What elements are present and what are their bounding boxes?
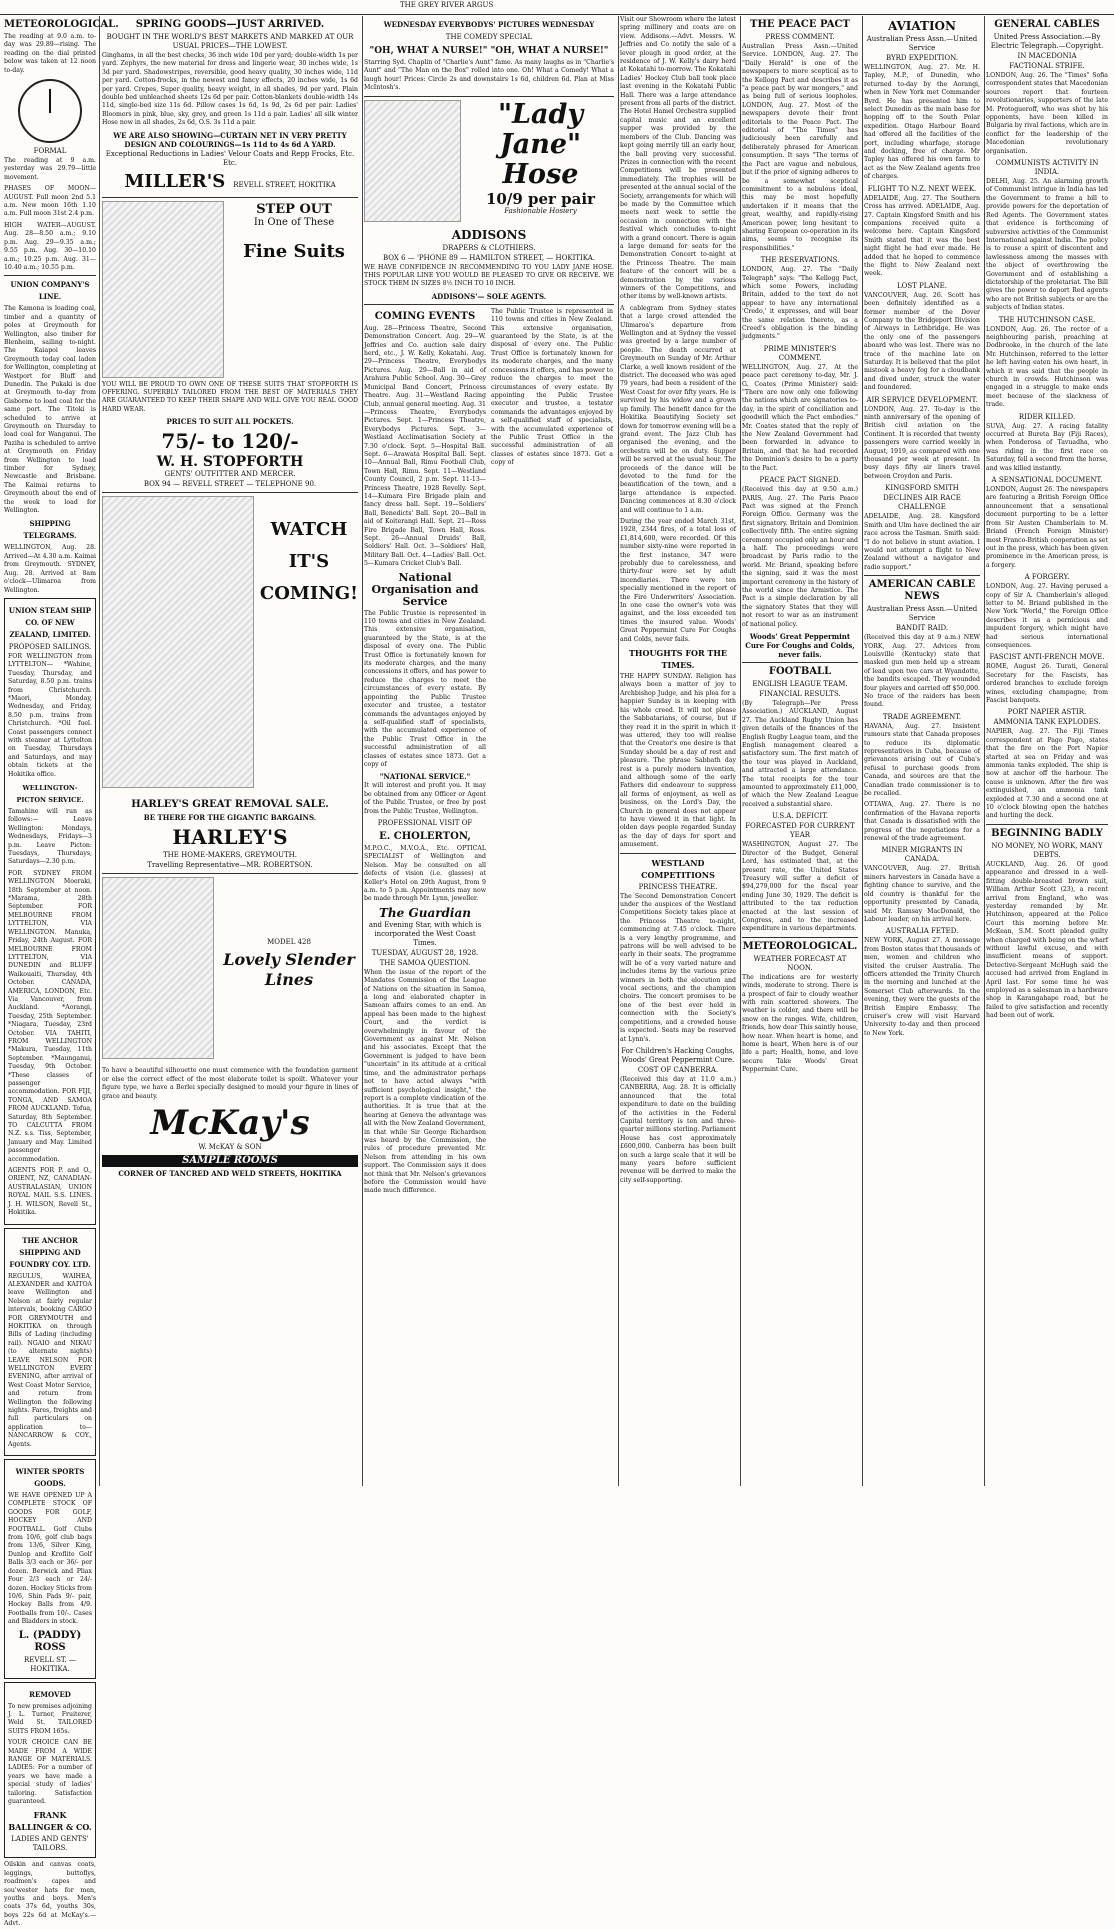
mace-text: LONDON, Aug. 26. The "Times" Sofia correspondent states that Macedonian sources report that fourteen revolutionaries, supporters of the late M. Protogueroff, who was shot by his opponents, have been killed in Bulgaria by rival factions, which are in conflict for the leadership of the Macedonian revolutionary organisation.	[986, 72, 1108, 155]
pictures-heading: WEDNESDAY EVERYBODYS' PICTURES WEDNESDAY	[383, 20, 595, 29]
barometer-dial-icon	[18, 79, 82, 143]
westland-sub: PRINCESS THEATRE.	[638, 882, 718, 891]
meteo2-heading: METEOROLOGICAL.	[742, 940, 858, 952]
cholerton-text: M.P.O.C., M.V.O.A., Etc. OPTICAL SPECIALIST of Wellington and Nelson. May be consulted on all defects of vision (i.e. glasses) at Keller's Hotel on 29th August, from 9 a.m. to 5 p.m. Appointments may now be made through Mr. Lynn, jeweller.	[364, 844, 486, 903]
meteo2-text: The indications are for westerly winds, moderate to strong. There is a prospect of fair to cloudy weather with rain scattered showers. The weather is colder, and there will be snow on the ranges. Wife, children, friends, how dear This saintly house, how near. When heart is home, and home is heart, When here is of our life a part; Health, home, and love secure Take Woods' Great Peppermint Cure.	[742, 973, 858, 1074]
stopforth-name: W. H. STOPFORTH	[156, 454, 304, 471]
reservations-text: LONDON, Aug. 27. The "Daily Telegraph" says: "The Kellogg Pact, which some Powers, including Britain, added to the text do not appear to have any international 'Credo,' it expresses, and will bear the same relation thereto, as a Creed's obligation is the binding judgments."	[742, 266, 858, 341]
air-text: LONDON, Aug. 27. To-day is the ninth anniversary of the opening of British civil aviation on the Continent. It is recorded that twenty passengers were carried weekly in August, 1919, as compared with one thousand per week at present. In busy days fifty air liners travel between Croydon and Paris.	[864, 405, 980, 480]
india-text: DELHI, Aug. 25. An alarming growth of Communist intrigue in India has led the Government to frame a bill to provide powers for the deportation of Red Agents. The Government states that evidence is forthcoming of subversive activities of the Communist International against India. The policy is to rouse a spirit of discontent and lawlessness among the masses with the object of overthrowing the Government and of establishing a dictatorship of the proletariat. The Bill gives the power to deport Red agents who are not British subjects or are the subjects of Indian states.	[986, 178, 1108, 312]
wps-heading: WELLINGTON-PICTON SERVICE.	[16, 784, 84, 804]
addisons-drapers: DRAPERS & CLOTHIERS.	[442, 243, 536, 252]
rider-heading: RIDER KILLED.	[1018, 412, 1076, 421]
millers-address: REVELL STREET, HOKITIKA	[233, 180, 336, 189]
spring-sub: BOUGHT IN THE WORLD'S BEST MARKETS AND MARKED AT OUR USUAL PRICES—THE LOWEST.	[106, 33, 354, 50]
reservations-heading: THE RESERVATIONS.	[760, 256, 840, 265]
badly-sub: NO MONEY, NO WORK, MANY DEBTS.	[991, 841, 1103, 859]
stepout-heading: STEP OUT	[256, 201, 332, 217]
peace-heading: THE PEACE PACT	[750, 19, 850, 30]
flight-text: ADELAIDE, Aug. 27. The Southern Cross has arrived. ADELAIDE, Aug. 27. Captain Kingsford Smith and his companions received quite a welcome here. Captain Kingsford Smith stated that it was the best night flight he had ever made. He added that he hoped to commence the flight to New Zealand next week.	[864, 194, 980, 278]
reader-illustration	[102, 496, 254, 788]
confidence-text: WE HAVE CONFIDENCE IN RECOMMENDING TO YOU LADY JANE HOSE. THIS POPULAR LINE YOU WOULD BE PLEASED TO GIVE OR RECEIVE. WE STOCK THEM IN SIZES 8½ INCH TO 10 INCH.	[364, 263, 614, 288]
model-label: MODEL 428	[267, 938, 311, 947]
column-1	[4, 16, 119, 1928]
millers-name: MILLER'S	[124, 170, 226, 192]
choice-text: YOUR CHOICE CAN BE MADE FROM A WIDE RANGE OF MATERIALS. LADIES: For a number of years we have made a special study of ladies' tailoring. Satisfaction guaranteed.	[8, 1739, 92, 1805]
uss-sub: PROPOSED SAILINGS.	[8, 642, 92, 651]
fascist-heading: FASCIST ANTI-FRENCH MOVE.	[989, 653, 1105, 662]
price-range: 75/- to 120/-	[161, 429, 299, 454]
finance-text: (By Telegraph—Per Press Association.) AUCKLAND, August 27. The Auckland Rugby Union has given details of the finances of the English Rugby League team, and the English management cleared a satisfactory sum. The first match of the tour was played in Auckland, and attracted a large attendance. The total receipts for the tour amounted to approximately £11,000, of which the New Zealand League received a substantial share.	[742, 700, 858, 808]
column-6	[864, 16, 985, 1486]
hosiery-illustration	[364, 100, 461, 222]
guardian-title: The Guardian	[379, 905, 471, 920]
bandit-heading: BANDIT RAID.	[895, 624, 949, 633]
sailings-text: FOR SYDNEY FROM WELLINGTON Moeraki, 18th September at noon. *Marama, 28th September. FOR MELBOURNE FROM LYTTELTON, VIA WELLINGTON. Manuka, Friday, 24th August. FOR MELBOURNE FROM LYTTELTON, VIA DUNEDIN and BLUFF Waikouaiti, Thursday, 4th October. CANADA, AMERICA, LONDON, Etc. Via Vancouver, from Auckland. *Aorangi, Tuesday, 25th September. *Niagara, Tuesday, 23rd October. VIA TAHITI, FROM WELLINGTON *Makura, Tuesday, 11th September. *Maunganui, Tuesday, 9th October. *These classes of passenger accommodation. FOR FIJI, TONGA, AND SAMOA FROM AUCKLAND. Tofua, Saturday, 8th September. TO CALCUTTA FROM N.Z. s.s. Tiss, September, January and May. Limited passenger accommodation.	[8, 869, 92, 1163]
corset-text: To have a beautiful silhouette one must commence with the foundation garment or else the correct effect of the most elaborate toilet is spoilt. Whatever your figure type, we have a Berlei specially designed to mould your figure in lines of grace and beauty.	[102, 1067, 358, 1100]
fashionable-text: Fashionable Hosiery	[504, 206, 577, 215]
meteo-text-2: The reading at 9 a.m. yesterday was 29.79—little movement.	[4, 157, 96, 181]
ballinger-name: FRANK BALLINGER & CO.	[8, 1810, 92, 1833]
stopforth-sub: GENTS' OUTFITTER AND MERCER.	[164, 470, 296, 479]
badly-text: AUCKLAND, Aug. 26. Of good appearance and dressed in a well-fitting double-breasted brown suit, William Arthur Scott (23), a recent arrival from England, who was yesterday remanded by Mr. Hutchinson, appeared at the Police Court this morning before Mr. McKean, S.M. Scott pleaded guilty when charged with being on the wharf without lawful excuse, and with insufficient means of support. Detective-Sergeant McHugh said the accused had arrived from England in April last. For some time he was employed as a salesman in a hardware shop in Karangahape road, but he failed to give satisfaction and recently had been out of work.	[986, 860, 1108, 1020]
sens-heading: A SENSATIONAL DOCUMENT.	[991, 476, 1103, 485]
harleys-sub: THE HOME-MAKERS, GREYMOUTH.	[163, 851, 297, 860]
westland-heading: WESTLAND COMPETITIONS	[641, 857, 715, 880]
gen-heading: GENERAL CABLES	[994, 19, 1100, 30]
nurse-title: "OH, WHAT A NURSE!" "OH, WHAT A NURSE!"	[369, 46, 609, 56]
ballinger-ad	[4, 1682, 96, 1859]
winter-heading: WINTER SPORTS GOODS.	[15, 1467, 85, 1489]
thoughts-text: THE HAPPY SUNDAY. Religion has always been a matter of joy to Archbishop Judge, and his plea for a happier Sunday is in keeping with his whole creed. It will not please the Sabbatarians, of course, but if they read it in the spirit in which it was uttered, they too will realise that the Creator's one desire is that Sunday should be a day of rest and pleasure. The phrase Sabbath day rest is a purely modern invention, and although some of the early Fathers did endeavour to suppress all forms of enjoyment, as well as business, on the Lord's Day, the Church in general does not appear to have viewed it in that light. In olden days people regarded Sunday as the day of days for sport and amusement.	[620, 673, 736, 849]
aviation-heading: AVIATION	[888, 19, 956, 33]
sens-text: LONDON, August 26. The newspapers are featuring a British Foreign Office announcement that a sensational document purporting to be a letter from Sir Austen Chamberlain to M. Briand (French Foreign Minister) most Franco-British cooperation as set out in the press, which has been given prominence in the American press, is a forgery.	[986, 486, 1108, 569]
agents-text: AGENTS FOR P. and O., ORIENT, NZ, CANADIAN-AUSTRALASIAN, UNION ROYAL MAIL S.S. LINES. J. H. WILSON, Revell St., Hokitika.	[8, 1167, 92, 1217]
national-text: The Public Trustee is represented in 110 towns and cities in New Zealand. This extensive organisation, guaranteed by the State, is at the disposal of every one. The Public Trust Office is fortunately known for its moderate charges, and the many concessions it offers, and has power to reduce the charges to meet the circumstances of every estate. By appointing the Public Trustee executor and trustee, a testator commands the advantages enjoyed by a self-qualified staff of specialists, with the accumulated experience of the Public Trust Office in the successful administration of all classes of estates since 1873. Get a copy of	[364, 609, 486, 768]
column-3	[364, 16, 619, 1486]
football-heading: FOOTBALL	[768, 666, 832, 677]
page-header	[0, 0, 1114, 15]
removed-text: To new premises adjoining J. L. Turner, Fruiterer, Weld St. TAILORED SUITS FROM 165s.	[8, 1702, 92, 1735]
miner-text: VANCOUVER, Aug. 27. British miners harvesters in Canada have a fighting chance to survive, and the old country is thankful for the opportunity presented by Canada, said Mr. Ramsay MacDonald, the Labour leader, on his arrival here.	[864, 865, 980, 923]
usa-text: WASHINGTON, August 27. The Director of the Budget, General Lord, has estimated that, at the present rate, the United States Treasury will suffer a deficit of $94,279,000 for the fiscal year ending June 30, 1929. The deficit is attributed to the tax reduction enacted at the last session of Congress, and to the increased expenditure in various departments.	[742, 841, 858, 933]
corset-illustration	[102, 877, 214, 1059]
lost-heading: LOST PLANE.	[897, 281, 947, 290]
column-7	[986, 16, 1108, 1486]
shipping-heading: SHIPPING TELEGRAMS.	[23, 519, 77, 541]
finance-heading: FINANCIAL RESULTS.	[759, 690, 841, 698]
kings-text: ADELAIDE, Aug. 28. Kingsford Smith and Ulm have declined the air race across the Tasman. Smith said: "I do not believe in stunt aviation. I would not attempt a flight to New Zealand without a navigator and radio support."	[864, 513, 980, 571]
flight-heading: FLIGHT TO N.Z. NEXT WEEK.	[867, 184, 977, 193]
suit-illustration	[102, 201, 224, 378]
peace-sub: PRESS COMMENT.	[765, 33, 835, 41]
signed-heading: PEACE PACT SIGNED.	[759, 476, 841, 485]
anchor-text: REGULUS, WAIHEA, ALEXANDER and KAITOA leave Wellington and Nelson at fairly regular intervals, booking CARGO FOR GREYMOUTH and HOKITIKA on through Bills of Lading (including rail). NGAIO and NIKAU (to alternate nights) LEAVE NELSON FOR WELLINGTON EVERY EVENING, after arrival of West Coast Motor Service, and return from Wellington the following nights. Fares, freights and full particulars on application to— NANCARROW & COY., Agents.	[8, 1272, 92, 1448]
events-heading: COMING EVENTS	[374, 310, 476, 322]
col4-text-2: A cablegram from Sydney states that a large crowd attended the Ulimaroa's departure from Wellington and at Sydney the vessel was greeted by a large number of people. The death occurred at Greymouth on Sunday of Mr. Arthur Clarke, a well known resident of the district. The deceased who was aged 79 years, had been a resident of the West Coast for over fifty years. He is survived by his widow and a grown up family. The benefit dance for the Hokitika Beautifying Society set down for tomorrow evening will be a grand event. The Jazz Club has organised the evening, and the orchestra will be on duty. Supper will be served at the usual hour. The proceeds of the dance will be devoted to the fund for the beautification of the town, and a large attendance is expected. Dancing commences at 8.30 o'clock and will continue to 1 a.m.	[620, 304, 736, 514]
its-text: IT'S	[288, 551, 330, 573]
gen-sub: United Press Association.—By Electric Telegraph.—Copyright.	[990, 33, 1104, 50]
cold-text: For Children's Hacking Coughs, Woods' Great Peppermint Cure.	[621, 1046, 735, 1064]
national-heading: National Organisation and Service	[371, 570, 479, 608]
col4-text-1: Visit our Showroom where the latest spring millinery and coats are on view. Addisons.—Advt. Messrs. W. Jeffries and Co notify the sale of a lever plough in good order, at the residence of J. W. Kelly's dairy herd at Kokatahi to-morrow. The Kokatahi Ladies' Hockey Club ball took place last evening in the Kokatahi Public Hall. There was a large attendance present from all parts of the district. The Hotel Hamel Orchestra supplied capital music and an excellent supper was provided by the members of the Club. Dancing was kept going merrily till an early hour, the ball proving very successful. Prizes in connection with the recent Competitions will be presented immediately. The trophies will be presented at the annual social of the Society, arrangements for which will be made by the Committee which meets next week to settle the occasion in connection with the festival which concludes to-night with a grand concert. There is again a large demand for seats for the Demonstration Concert to-night at the Princess Theatre. The main feature of the concert will be a demonstration by the various winners of the Competitions, and other items by well-known artists.	[620, 16, 736, 301]
guardian-sub: and Evening Star, with which is incorporated the West Coast Times.	[368, 920, 482, 947]
signed-text: (Received this day at 9.50 a.m.) PARIS, Aug. 27. The Paris Peace Pact was signed at the French Foreign Office. Germany was the first signatory. Britain and Dominion collectively fifth. The entire signing ceremony occupied only an hour and a half. The proceedings were broadcast by Paris radio to the world. Mr. Briand, speaking before the signing, said it was the most important ceremony in the history of the world since the Armistice. The Pact is a simple declaration by all the signatory States that they will not resort to war as an instrument of national policy.	[742, 486, 859, 628]
thoughts-heading: THOUGHTS FOR THE TIMES.	[628, 648, 728, 671]
union-text: The Kamona is loading coal, timber and a quantity of poles at Greymouth for Wellington, also timber for Blenheim, sailing to-night. The Kaiapoi leaves Greymouth today coal laden for Wellington, completing at Westport for Bluff and Dunedin. The Pukaki is due at Greymouth to-day from Gisborne to load coal for the same port. The Titoki is scheduled to arrive at Greymouth on Thursday to load coal for Wanganui. The Paziha is scheduled to arrive at Greymouth on Friday from Wellington to load timber for Sydney, Newcastle and Brisbane. The Kaimai returns to Greymouth about the end of the week to load for Wellington.	[4, 305, 96, 515]
port-text: NAPIER, Aug. 27. The Fiji Times correspondent at Pago Pago, states that the fire on the Port Napier started at sea on Friday and was ammonia tanks exploded. The ship is now at anchor off the harbour. The cause is unknown. After the fire was extinguished, an ammonia tank exploded at 7.30 and a second one at 10 o'clock blowing open the hatches and hurling the deck.	[986, 728, 1108, 820]
byrd-heading: BYRD EXPEDITION.	[885, 54, 959, 62]
moon-phases: PHASES OF MOON—AUGUST. Full moon 2nd 5.1 a.m. New moon 16th 1.10 a.m. Full moon 31st 2.4 p.m.	[4, 185, 96, 218]
comedy-sub: THE COMEDY SPECIAL	[445, 33, 533, 41]
badly-heading: BEGINNING BADLY	[991, 827, 1103, 839]
column-4	[620, 16, 741, 1486]
hose-price: 10/9 per pair	[486, 189, 595, 208]
stepout-sub: In One of These	[253, 216, 335, 228]
austfete-heading: AUSTRALIA FETED.	[885, 927, 959, 936]
anchor-heading: THE ANCHOR SHIPPING AND FOUNDRY COY. LTD.	[9, 1235, 91, 1269]
union-heading: UNION COMPANY'S LINE.	[10, 280, 90, 302]
woods-ad: Woods' Great Peppermint Cure For Coughs and Colds, never fails.	[745, 632, 855, 659]
football-sub: ENGLISH LEAGUE TEAM.	[752, 680, 848, 688]
cable-sub: Australian Press Assn.—United Service	[866, 605, 978, 623]
coming-text: COMING!	[259, 583, 358, 605]
lost-text: VANCOUVER, Aug. 26. Scott has been definitely identified as a former member of the Dover Company to the Bridgeport Division of Airways in Lethbridge. He was the only one of the passengers aboard who was lost. There was no trace of the machine late on Saturday. It is believed that the pilot mistook a heavy fog for a cloudbank and dived under, struck the water and foundered.	[864, 291, 980, 392]
events-text: Aug. 28—Princess Theatre, Second Demonstration Concert. Aug. 29—W. Jeffries and Co. auction sale dairy herd, etc., J. W. Kelly, Kokatahi. Aug. 29—Princess Theatre, Everybodys Pictures. Aug. 29—Ball in aid of Arahura Public School. Aug. 30—Grey Municipal Band Concert, Princess Theatre. Aug. 31—Westland Racing Club, annual general meeting. Aug. 31—Princess Theatre, Everybodys Pictures. Sept. 1—Princess Theatre, Everybodys Pictures. Sept. 3—Westland Acclimatisation Society at 7.30 o'clock. Sept. 5—Hospital Ball. Sept. 6—Arawata Hospital Ball. Sept. 10—Annual Ball, Rimu Football Club, Town Hall, Rimu. Sept. 11—Westland County Council, 2 p.m. Sept. 11-13—Princess Theatre, 1928 Revelly. Sept. 14—Kumara Fire Brigade plain and fancy dress ball. Sept. 19—Soldiers' Ball, Benedicts' Ball. Sept. 20—Ball in aid of Koiterangi Hall. Sept. 21—Ross Fire Brigade Ball, Town Hall, Ross. Sept. 26—Annual Druids' Ball, Soldiers' Hall. Oct. 3—Soldiers' Hall, Military Ball. Oct. 4—Ladies' Ball. Oct. 5—Kumara Cricket Club's Ball.	[364, 324, 486, 568]
sample-rooms: SAMPLE ROOMS	[102, 1155, 358, 1167]
mckays-logo: McKay's	[150, 1102, 310, 1143]
wps-text: Tamahine will run as follows:— Leave Wellington: Mondays, Wednesdays, Fridays—3 p.m. Leave Picton: Tuesdays, Thursdays, Saturdays—2.30 p.m.	[8, 808, 92, 866]
fascist-text: ROME, August 26. Turati, General Secretary for the Fascists, has ordered branches to exclude foreign wines, excluding champagne, from Fascist banquets.	[986, 663, 1108, 704]
aviation-sub: Australian Press Assn.—United Service	[866, 35, 978, 52]
miner-heading: MINER MIGRANTS IN CANADA.	[881, 846, 963, 864]
winter-text: WE HAVE OPENED UP A COMPLETE STOCK OF GOODS FOR GOLF, HOCKEY AND FOOTBALL. Golf Clubs from 10/6, golf club bags from 13/6, Silver King, Dunlop and Kroflite Golf Balls 3/3 each or 36/- per dozen. Berwick and Pliax Four 2/3 each or 24/- dozen. Hockey Sticks from 10/6, Shin Pads 9/- pair, Hockey Balls from 4/9. Footballs from 10/-. Cases and Bladders in stock.	[8, 1492, 92, 1626]
spring-text: Ginghams, in all the best checks, 36 inch wide 10d per yard; double-width 1s per yard. Zephyrs, the new material for dress and lingerie wear, 30 inches wide, 1s 3d per yard. Shadowstripes, reversible, good heavy quality, 30 inches wide, 11d per yard. Cotton-frocks, in the newest and fancy effects, 20 inches wide, 1s 6d per yard. Crepes, Super quality, heavy weight, in all shades, 9d per yard. Plain double bed unbleached sheets 12s 6d per pair. Cotton-blankets double-width 14s 11d, single-bed size 11s 6d. Pillow cases 1s 6d, 1s 9d, 2s 6d per pair. Ladies' Bloomers in pink, blue, sky, grey, and green 1s 11d a pair. Ladies' all silk winter Hose now in all shades, 2s 6d, O.S. 3s 11d a pair.	[102, 52, 358, 127]
trade-text: HAVANA, Aug. 27. Insistent rumours state that Canada proposes to reduce its diplomatic representatives in Cuba, because of grievances arising out of Cuba's refusal to purchase goods from Canada, and sources are that the Canadian trade commissioner is to be recalled.	[864, 722, 980, 798]
prime-text: WELLINGTON, Aug. 27. At the peace pact ceremony to-day, Mr. J. G. Coates (Prime Minister) said: "There are now only one following the nations which are signatories to-day, in the spirit of conciliation and goodwill which the Pact embodies." Mr. Coates stated that the reply of the New Zealand Government had been forwarded in advance to Britain, and that he had recorded the Dominion's desire to be a party to the Pact.	[742, 363, 858, 472]
masthead-text: THE GREY RIVER ARGUS	[400, 1, 494, 9]
cable-heading: AMERICAN CABLE NEWS	[868, 579, 976, 603]
shipping-text: WELLINGTON, Aug. 28. Arrived—At 4.30 a.m. Kaimai from Greymouth. SYDNEY, Aug. 28. Arrived at 8am o'clock—Ulimaroa from Wellington.	[4, 544, 96, 594]
mckays-sub: W. McKAY & SON	[198, 1142, 262, 1151]
col4-text-3: During the year ended March 31st, 1928, 2344 fires, of a total loss of £1,814,600, were recorded. Of this number sixty-nine were reported in the first instance, 347 were probably due to carelessness, and thirty-four were set by adult incendiaries. There were ten specially mentioned in the report of the Fire Underwriters' Association. In one case the owner's vote was against, and the loss exceeded ten times the insured value. Woods' Great Peppermint Cure For Coughs and Colds, never fails.	[620, 517, 736, 643]
byrd-text: WELLINGTON, Aug. 27. Mr. H. Tapley, M.P., of Dunedin, who returned to-day by the Aorangi, when in New York met Commander Byrd. He has presented him to select Dunedin as the main base for hopping off to the South Polar expedition. Otago Harbour Board had offered all the facilities of the port, including wharfage, storage and docking, free of charge. Mr Tapley has offered his own farm to act as the New Zealand agents free of charges.	[864, 64, 980, 181]
trade-heading: TRADE AGREEMENT.	[882, 712, 962, 721]
meteo2-sub: WEATHER FORECAST AT NOON.	[753, 954, 847, 972]
usa-sub: FORECASTED FOR CURRENT YEAR	[745, 822, 855, 840]
samoa-text: When the issue of the report of the Mandates Commission of the League of Nations on the situation in Samoa, a long and elaborated chapter in Samoan affairs comes to an end. An appeal has been made to the highest Court, and the verdict is overwhelmingly in favour of the Government as against Mr. Nelson and his associates. Except that the Government is judged to have been "uncertain" in its attitude at a critical time, and the administrator perhaps not to have acted always "with sufficient psychological insight," the report is a complete vindication of the authorities. It is true that at the hearing at Geneva the advantage was all with the New Zealand Government, in that while Sir George Richardson was heard by the Commission, the rules of procedure prevented Mr. Nelson from attending in his own support. The Commission says it does not think that Mr. Nelson's grievances before the Commission would have made much difference.	[364, 968, 486, 1195]
showing-text: WE ARE ALSO SHOWING—CURTAIN NET IN VERY PRETTY DESIGN AND COLOURINGS—1s 11d to 4s 6d A YARD.	[113, 130, 347, 149]
austfete-text: NEW YORK, August 27. A message from Boston states that thousands of men, women and children who visited the cruiser Australia. The officers attended the Trinity Church in the morning and lunched at the Somerset Club afterwards. In the evening, they were the guests of the British Empire Embassy. The cruiser's crew will visit Harvard University to-day and then proceed to New York.	[864, 937, 980, 1037]
port-sub: AMMONIA TANK EXPLODES.	[993, 718, 1101, 727]
rider-text: SUVA, Aug. 27. A racing fatality occurred at Bureta Bay (Fiji Races), when Ponderosa of Tavuadha, who was riding in the first race on Saturday, fell a second from the horse, and was killed instantly.	[986, 422, 1108, 472]
kings-heading: KINGSFORD SMITH	[885, 484, 959, 493]
guardian-date: TUESDAY, AUGUST 28, 1928.	[371, 948, 479, 957]
ladyjane-title: "Lady Jane"	[497, 98, 584, 160]
forgery-text: LONDON, Aug. 27. Having perused a copy of Sir A. Chamberlain's alleged letter to M. Briand published in the New York "World," the Foreign Office describes it as a pernicious and impudent forgery, which might have had serious international consequences.	[986, 583, 1108, 649]
cholerton-name: E. CHOLERTON,	[379, 830, 471, 842]
fine-suits: Fine Suits	[243, 240, 345, 262]
union-steamship-ad	[4, 598, 96, 1225]
watch-text: WATCH	[270, 519, 348, 541]
winter-sports-ad	[4, 1459, 96, 1679]
peace-text: Australian Press Assn.—United Service. LONDON, Aug. 27. The "Daily Herald" is one of the newspapers to more sceptical as to the Kellogg Pact and describes it as "a peace pact by war mongers," and as being full of serious loopholes. LONDON, Aug. 27. Most of the newspapers devote their front editorials to the Peace Pact. The editorial of "The Times" has judiciously been carefully and deliberately phrased for American consumption. It says "The terms of the Pact are vague and nebulous, but if the prior of signing adheres to be a somewhat sceptical commitment to a nebulous ideal, this may be most hopefully undertaken if it means that the great, wealthy, and rapidly-rising American power, long hesitant to sharing European co-operation in its aims, seems to recognise its responsibilities."	[742, 43, 858, 252]
addisons-box: BOX 6 — 'PHONE 89 — HAMILTON STREET, — HOKITIKA.	[383, 253, 595, 262]
india-heading: COMMUNISTS ACTIVITY IN INDIA.	[995, 159, 1099, 177]
meteo-text: The reading at 9.0 a.m. to-day was 29.89—rising. The reading on the dial printed below was taken at 12 noon to-day.	[4, 33, 96, 74]
canberra-text: (Received this day at 11.0 a.m.) CANBERRA, Aug. 28. It is officially announced that the total expenditure to date on the building of the activities in the Federal Capital territory is ten and three-quarter millions sterling. Parliament House has cost approximately £600,000. Canberra has been built on such a large scale that it will be many years before sufficient revenue will be derived to make the city self-supporting.	[620, 1075, 736, 1184]
stopforth-box: BOX 94 — REVELL STREET — TELEPHONE 90.	[143, 480, 317, 489]
prices-text: PRICES TO SUIT ALL POCKETS.	[166, 417, 294, 427]
meteo-heading: METEOROLOGICAL.	[4, 19, 119, 30]
dial-label: FORMAL	[33, 147, 67, 156]
stopforth-text: YOU WILL BE PROUD TO OWN ONE OF THESE SUITS THAT STOPFORTH IS OFFERING. SUPERBLY TAILORED FROM THE BEST OF MATERIALS THEY ARE GUARANTEED TO KEEP THEIR SHAPE AND WILL GIVE YOU REAL GOOD HARD WEAR.	[102, 380, 358, 413]
oilskin-text: Oilskin and canvas coats, leggings, buttoflys, roadmen's capes and sou'wester hats for men, youths and boys. Men's coats 37s 6d, youths 30s, boys 22s 6d at McKay's.—Advt.	[4, 1861, 96, 1928]
column-2	[102, 16, 363, 1486]
high-water: HIGH WATER—AUGUST. Aug. 28—8.50 a.m.; 9.10 p.m. Aug. 29—9.35 a.m.; 9.55 p.m. Aug. 30—10.10 a.m.; 10.25 p.m. Aug. 31—10.40 a.m.; 10.55 p.m.	[4, 221, 96, 271]
national-tail: It will interest and profit you. It may be obtained from any Officer or Agent of the Public Trustee, or free by post from the Public Trustee, Wellington.	[364, 782, 486, 815]
spring-heading: SPRING GOODS—JUST ARRIVED.	[135, 19, 325, 30]
prime-heading: PRIME MINISTER'S COMMENT.	[763, 344, 837, 362]
ross-name: L. (PADDY) ROSS	[18, 1629, 82, 1653]
bandit-text: (Received this day at 9 a.m.) NEW YORK, Aug. 27. Advices from Louisville (Kentucky) state that masked gun men held up a stream of lead upon two cars at Wyandotte, the bandits escaped. They wounded four players and carried off $50,000. No trace of the raiders has been found.	[864, 634, 980, 709]
mace-heading: IN MACEDONIA	[1017, 52, 1077, 60]
starring-text: Starring Syd. Chaplin of "Charlie's Aunt" fame. As many laughs as in "Charlie's Aunt" and "The Man on the Box" rolled into one. Oh! What a Comedy! What a laugh hour! Prices: Circle 2s and downstairs 1s 6d, children 6d. Plan at Miss McIntosh's.	[364, 59, 614, 92]
hutch-text: LONDON, Aug. 26. The rector of a neighbouring parish, preaching at Dodbrooke, in the church of the late Mr. Hutchinson, referred to the letter he left having eaten his own heart, in which it was said that the people in church in crowds. Hutchinson was engaged in a struggle to make ends meet because of the slackness of trade.	[986, 325, 1108, 409]
cholerton-pre: PROFESSIONAL VISIT OF	[377, 818, 473, 827]
canberra-heading: COST OF CANBERRA.	[637, 1065, 719, 1074]
westland-text: The Second Demonstration Concert under the auspices of the Westland Competitions Society takes place at the Princess Theatre to-night, commencing at 7.45 o'clock. There is a very lengthy programme, and patrons will be well advised to be early in their seats. The programme will be of a very varied nature and includes items by the various prize winners in both the elocution and vocal sections, and the champion choirs. The concert promises to be one of the best ever held in connection with the Society's competitions, and a crowded house is expected. Seats may be reserved at Lynn's.	[620, 892, 736, 1043]
ross-address: REVELL ST. — HOKITIKA.	[24, 1655, 76, 1673]
ottawa-text: OTTAWA, Aug. 27. There is no confirmation of the Havana reports that Canada is dissatisfied with the progress of the negotiations for a renewal of the trade agreement.	[864, 801, 980, 843]
harleys-name: HARLEY'S	[172, 825, 288, 850]
uss-text: FOR WELLINGTON from LYTTELTON— *Wahine, Tuesday, Thursday, and Saturday, 8.50 p.m. trains from Christchurch. *Maori, Monday, Wednesday, and Friday, 8.50 p.m. trains from Christchurch. *Oil fuel. Coast passengers connect with steamer at Lyttelton on Tuesday, Thursdays and Saturdays, and may obtain tickets at the Hokitika office.	[8, 652, 92, 778]
anchor-ad	[4, 1228, 96, 1457]
hutch-heading: THE HUTCHINSON CASE.	[998, 315, 1096, 324]
hose-title: Hose	[502, 158, 579, 190]
mckays-corner: CORNER OF TANCRED AND WELD STREETS, HOKITIKA	[118, 1168, 342, 1178]
uss-heading: UNION STEAM SHIP CO. OF NEW ZEALAND, LIMITED.	[8, 605, 92, 639]
sole-agents: ADDISONS'— SOLE AGENTS.	[431, 291, 547, 301]
showing-sub: Exceptional Reductions in Ladies' Velour Coats and Repp Frocks, Etc. Etc.	[105, 149, 355, 167]
port-heading: PORT NAPIER ASTIR.	[1007, 708, 1087, 717]
ballinger-sub: LADIES AND GENTS' TAILORS.	[11, 1835, 89, 1853]
forgery-heading: A FORGERY.	[1024, 573, 1070, 582]
addisons-name: ADDISONS	[451, 227, 527, 242]
air-heading: AIR SERVICE DEVELOPMENT.	[866, 395, 978, 404]
events-cont: The Public Trustee is represented in 110 towns and cities in New Zealand. This extensive organisation, guaranteed by the State, is at the disposal of every one. The Public Trust Office is fortunately known for its moderate charges, and the many concessions it offers, and has power to reduce the charges to meet the circumstances of every estate. By appointing the Public Trustee executor and trustee, a testator commands the advantages enjoyed by a self-qualified staff of specialists, with the accumulated experience of the Public Trust Office in the successful administration of all classes of estates since 1873. Get a copy of	[491, 307, 613, 467]
removed-heading: REMOVED	[29, 1689, 71, 1699]
national-booklet: "NATIONAL SERVICE."	[379, 772, 471, 782]
kings-sub: DECLINES AIR RACE CHALLENGE	[883, 494, 961, 512]
column-5	[742, 16, 863, 1486]
harleys-rep: Travelling Representative—MR. ROBERTSON.	[147, 861, 313, 870]
mace-sub: FACTIONAL STRIFE.	[1009, 62, 1085, 70]
samoa-heading: THE SAMOA QUESTION.	[379, 958, 471, 967]
usa-heading: U.S.A. DEFICIT.	[771, 812, 829, 821]
harleys-sale: HARLEY'S GREAT REMOVAL SALE.	[131, 799, 329, 811]
col3-continuation	[491, 308, 613, 1199]
bargains-text: BE THERE FOR THE GIGANTIC BARGAINS.	[143, 813, 317, 823]
lovely-lines: Lovely Slender Lines	[223, 950, 355, 990]
